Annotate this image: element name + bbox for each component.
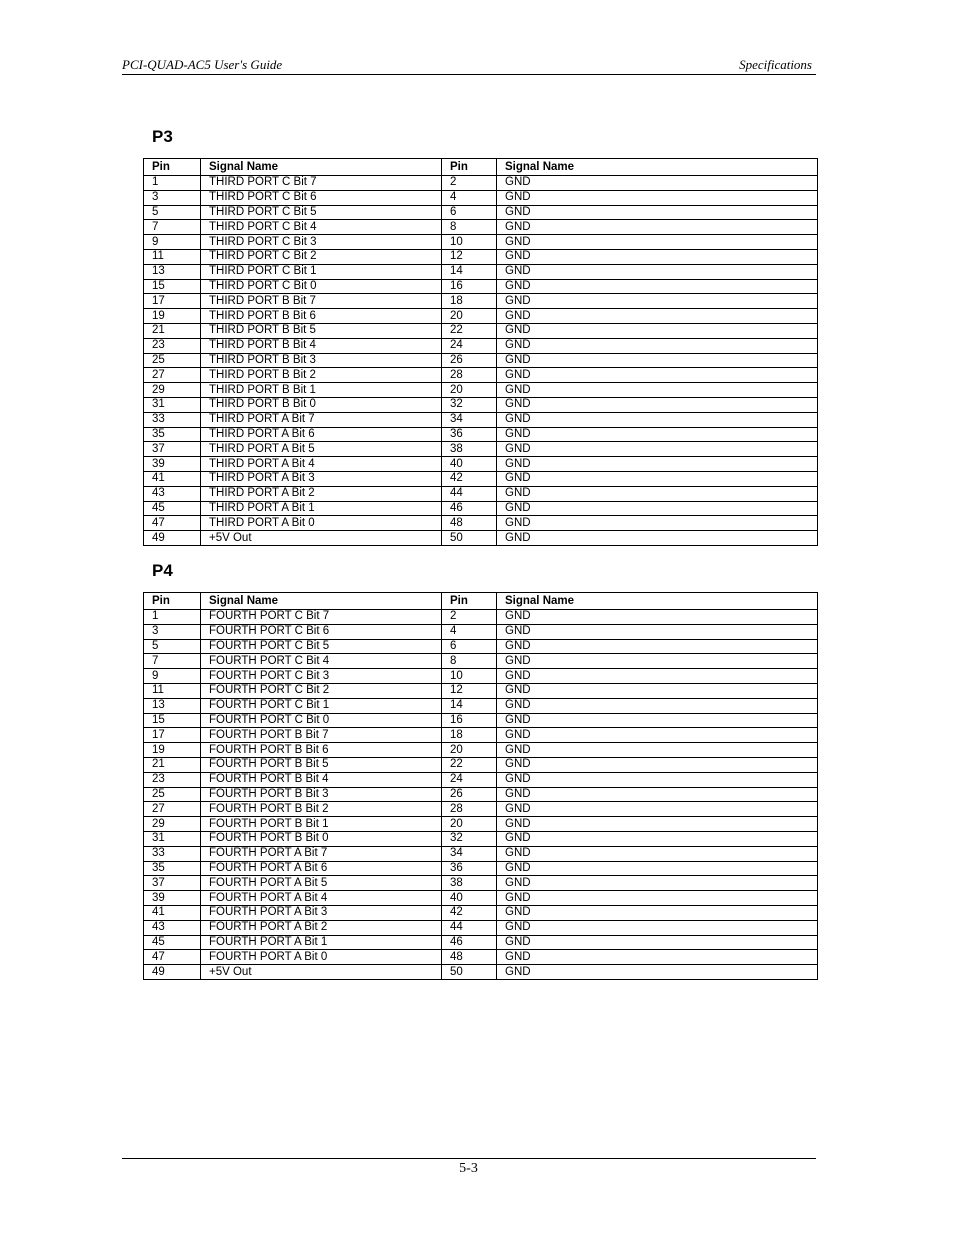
section-title-p4: P4: [152, 561, 173, 580]
pin-cell: 7: [144, 220, 201, 235]
table-row: [144, 516, 818, 531]
signal-name-cell: GND: [497, 639, 818, 654]
pin-cell: 47: [144, 950, 201, 965]
signal-name-cell: GND: [497, 669, 818, 684]
pin-cell: 14: [442, 698, 497, 713]
table-row: [144, 920, 818, 935]
pin-cell: 26: [442, 353, 497, 368]
signal-name-cell: GND: [497, 610, 818, 625]
signal-name-cell: GND: [497, 176, 818, 191]
pin-cell: 15: [144, 713, 201, 728]
signal-name-cell: FOURTH PORT A Bit 1: [201, 935, 442, 950]
signal-name-cell: THIRD PORT B Bit 6: [201, 309, 442, 324]
signal-name-cell: GND: [497, 486, 818, 501]
pin-cell: 22: [442, 323, 497, 338]
signal-name-cell: FOURTH PORT B Bit 0: [201, 831, 442, 846]
signal-name-cell: GND: [497, 249, 818, 264]
signal-name-cell: FOURTH PORT A Bit 3: [201, 905, 442, 920]
pin-cell: 38: [442, 442, 497, 457]
pin-cell: 33: [144, 846, 201, 861]
pin-cell: 19: [144, 743, 201, 758]
signal-name-cell: GND: [497, 235, 818, 250]
pin-cell: 13: [144, 698, 201, 713]
signal-name-cell: FOURTH PORT A Bit 7: [201, 846, 442, 861]
table-row: [144, 323, 818, 338]
signal-name-cell: GND: [497, 264, 818, 279]
pin-cell: 31: [144, 831, 201, 846]
signal-name-cell: FOURTH PORT A Bit 6: [201, 861, 442, 876]
pin-cell: 27: [144, 802, 201, 817]
signal-name-cell: GND: [497, 516, 818, 531]
pin-cell: 25: [144, 787, 201, 802]
pin-cell: 20: [442, 817, 497, 832]
pin-cell: 17: [144, 728, 201, 743]
table-row: [144, 610, 818, 625]
signal-name-cell: THIRD PORT B Bit 5: [201, 323, 442, 338]
table-row: [144, 891, 818, 906]
table-row: [144, 802, 818, 817]
signal-name-cell: GND: [497, 965, 818, 980]
signal-name-cell: FOURTH PORT A Bit 4: [201, 891, 442, 906]
header-document-title: PCI-QUAD-AC5 User's Guide: [122, 57, 283, 72]
signal-name-cell: +5V Out: [201, 531, 442, 546]
signal-name-cell: GND: [497, 624, 818, 639]
signal-name-cell: GND: [497, 654, 818, 669]
pin-cell: 37: [144, 876, 201, 891]
signal-name-cell: THIRD PORT A Bit 6: [201, 427, 442, 442]
page-header: [122, 55, 816, 75]
pin-cell: 9: [144, 669, 201, 684]
pin-cell: 23: [144, 772, 201, 787]
table-row: [144, 338, 818, 353]
table-row: [144, 176, 818, 191]
table-row: [144, 397, 818, 412]
pin-cell: 6: [442, 639, 497, 654]
table-row: [144, 846, 818, 861]
column-header-pin: Pin: [144, 159, 201, 176]
signal-name-cell: FOURTH PORT A Bit 2: [201, 920, 442, 935]
pin-cell: 49: [144, 531, 201, 546]
pin-cell: 9: [144, 235, 201, 250]
table-row: [144, 294, 818, 309]
table-row: [144, 442, 818, 457]
pin-cell: 1: [144, 176, 201, 191]
table-row: [144, 861, 818, 876]
table-row: [144, 264, 818, 279]
signal-name-cell: GND: [497, 891, 818, 906]
signal-name-cell: GND: [497, 861, 818, 876]
pin-cell: 34: [442, 846, 497, 861]
signal-name-cell: FOURTH PORT C Bit 1: [201, 698, 442, 713]
table-row: [144, 457, 818, 472]
signal-name-cell: THIRD PORT A Bit 7: [201, 412, 442, 427]
pin-cell: 16: [442, 713, 497, 728]
pin-cell: 40: [442, 891, 497, 906]
pin-cell: 28: [442, 368, 497, 383]
pin-cell: 46: [442, 501, 497, 516]
pin-cell: 2: [442, 610, 497, 625]
signal-name-cell: THIRD PORT A Bit 5: [201, 442, 442, 457]
pin-cell: 49: [144, 965, 201, 980]
signal-name-cell: GND: [497, 846, 818, 861]
pin-cell: 14: [442, 264, 497, 279]
signal-name-cell: GND: [497, 279, 818, 294]
table-row: [144, 383, 818, 398]
section-title-p3: P3: [152, 127, 173, 146]
column-header-signal-name: Signal Name: [497, 159, 818, 176]
signal-name-cell: GND: [497, 457, 818, 472]
column-header-pin: Pin: [144, 593, 201, 610]
pin-cell: 3: [144, 190, 201, 205]
pin-cell: 42: [442, 471, 497, 486]
signal-name-cell: GND: [497, 471, 818, 486]
signal-name-cell: GND: [497, 950, 818, 965]
signal-name-cell: FOURTH PORT B Bit 6: [201, 743, 442, 758]
signal-name-cell: GND: [497, 338, 818, 353]
column-header-pin: Pin: [442, 159, 497, 176]
table-row: [144, 905, 818, 920]
signal-name-cell: GND: [497, 935, 818, 950]
pin-cell: 22: [442, 757, 497, 772]
table-row: [144, 205, 818, 220]
pin-cell: 29: [144, 383, 201, 398]
signal-name-cell: FOURTH PORT C Bit 7: [201, 610, 442, 625]
signal-name-cell: THIRD PORT C Bit 3: [201, 235, 442, 250]
signal-name-cell: THIRD PORT A Bit 1: [201, 501, 442, 516]
pin-cell: 45: [144, 501, 201, 516]
pin-cell: 10: [442, 669, 497, 684]
table-row: [144, 743, 818, 758]
pin-cell: 41: [144, 471, 201, 486]
signal-name-cell: +5V Out: [201, 965, 442, 980]
pin-cell: 29: [144, 817, 201, 832]
footer-rule: [122, 1158, 816, 1159]
table-row: [144, 639, 818, 654]
signal-name-cell: GND: [497, 728, 818, 743]
signal-name-cell: GND: [497, 920, 818, 935]
signal-name-cell: FOURTH PORT C Bit 5: [201, 639, 442, 654]
table-row: [144, 817, 818, 832]
pin-cell: 21: [144, 757, 201, 772]
pin-cell: 24: [442, 338, 497, 353]
pin-cell: 17: [144, 294, 201, 309]
signal-name-cell: GND: [497, 683, 818, 698]
table-row: [144, 787, 818, 802]
pin-cell: 16: [442, 279, 497, 294]
table-row: [144, 728, 818, 743]
table-row: [144, 235, 818, 250]
column-header-signal-name: Signal Name: [201, 159, 442, 176]
signal-name-cell: GND: [497, 772, 818, 787]
pin-cell: 40: [442, 457, 497, 472]
pin-cell: 35: [144, 427, 201, 442]
table-row: [144, 249, 818, 264]
signal-name-cell: GND: [497, 442, 818, 457]
signal-name-cell: THIRD PORT A Bit 3: [201, 471, 442, 486]
pin-cell: 39: [144, 457, 201, 472]
signal-name-cell: GND: [497, 531, 818, 546]
pin-cell: 4: [442, 190, 497, 205]
table-row: [144, 669, 818, 684]
pin-cell: 11: [144, 249, 201, 264]
pin-table-p3: [143, 158, 818, 546]
signal-name-cell: GND: [497, 353, 818, 368]
signal-name-cell: GND: [497, 713, 818, 728]
pin-cell: 43: [144, 486, 201, 501]
signal-name-cell: GND: [497, 294, 818, 309]
signal-name-cell: GND: [497, 905, 818, 920]
pin-cell: 48: [442, 516, 497, 531]
pin-cell: 50: [442, 531, 497, 546]
pin-cell: 44: [442, 920, 497, 935]
signal-name-cell: THIRD PORT C Bit 1: [201, 264, 442, 279]
table-row: [144, 412, 818, 427]
table-header-row: [144, 593, 818, 610]
pin-cell: 5: [144, 639, 201, 654]
signal-name-cell: GND: [497, 368, 818, 383]
table-row: [144, 654, 818, 669]
signal-name-cell: GND: [497, 205, 818, 220]
table-row: [144, 427, 818, 442]
signal-name-cell: GND: [497, 698, 818, 713]
signal-name-cell: THIRD PORT B Bit 0: [201, 397, 442, 412]
signal-name-cell: GND: [497, 190, 818, 205]
table-row: [144, 279, 818, 294]
pin-cell: 13: [144, 264, 201, 279]
table-row: [144, 309, 818, 324]
table-row: [144, 713, 818, 728]
signal-name-cell: THIRD PORT B Bit 4: [201, 338, 442, 353]
pin-cell: 6: [442, 205, 497, 220]
pin-table-p4: [143, 592, 818, 980]
pin-cell: 15: [144, 279, 201, 294]
table-row: [144, 831, 818, 846]
pin-cell: 39: [144, 891, 201, 906]
pin-cell: 20: [442, 383, 497, 398]
pin-cell: 38: [442, 876, 497, 891]
signal-name-cell: FOURTH PORT C Bit 0: [201, 713, 442, 728]
signal-name-cell: FOURTH PORT C Bit 2: [201, 683, 442, 698]
pin-cell: 41: [144, 905, 201, 920]
pin-cell: 12: [442, 249, 497, 264]
pin-cell: 7: [144, 654, 201, 669]
table-row: [144, 353, 818, 368]
signal-name-cell: THIRD PORT C Bit 6: [201, 190, 442, 205]
signal-name-cell: THIRD PORT C Bit 7: [201, 176, 442, 191]
pin-cell: 24: [442, 772, 497, 787]
signal-name-cell: THIRD PORT C Bit 4: [201, 220, 442, 235]
table-row: [144, 698, 818, 713]
pin-cell: 21: [144, 323, 201, 338]
pin-cell: 34: [442, 412, 497, 427]
pin-cell: 36: [442, 861, 497, 876]
signal-name-cell: THIRD PORT B Bit 7: [201, 294, 442, 309]
table-row: [144, 757, 818, 772]
signal-name-cell: GND: [497, 876, 818, 891]
signal-name-cell: FOURTH PORT C Bit 4: [201, 654, 442, 669]
pin-cell: 27: [144, 368, 201, 383]
signal-name-cell: FOURTH PORT B Bit 5: [201, 757, 442, 772]
signal-name-cell: FOURTH PORT B Bit 3: [201, 787, 442, 802]
pin-cell: 42: [442, 905, 497, 920]
table-row: [144, 486, 818, 501]
pin-cell: 25: [144, 353, 201, 368]
header-section-name: Specifications: [739, 57, 812, 72]
table-row: [144, 190, 818, 205]
signal-name-cell: GND: [497, 323, 818, 338]
signal-name-cell: THIRD PORT B Bit 2: [201, 368, 442, 383]
pin-cell: 28: [442, 802, 497, 817]
pin-cell: 36: [442, 427, 497, 442]
signal-name-cell: FOURTH PORT C Bit 3: [201, 669, 442, 684]
signal-name-cell: THIRD PORT A Bit 4: [201, 457, 442, 472]
signal-name-cell: GND: [497, 787, 818, 802]
pin-cell: 31: [144, 397, 201, 412]
signal-name-cell: FOURTH PORT B Bit 2: [201, 802, 442, 817]
column-header-pin: Pin: [442, 593, 497, 610]
table-row: [144, 772, 818, 787]
signal-name-cell: FOURTH PORT B Bit 1: [201, 817, 442, 832]
pin-cell: 45: [144, 935, 201, 950]
signal-name-cell: GND: [497, 501, 818, 516]
signal-name-cell: GND: [497, 757, 818, 772]
signal-name-cell: GND: [497, 383, 818, 398]
signal-name-cell: GND: [497, 802, 818, 817]
signal-name-cell: FOURTH PORT B Bit 4: [201, 772, 442, 787]
pin-cell: 44: [442, 486, 497, 501]
pin-cell: 47: [144, 516, 201, 531]
signal-name-cell: GND: [497, 743, 818, 758]
signal-name-cell: GND: [497, 427, 818, 442]
pin-cell: 1: [144, 610, 201, 625]
signal-name-cell: THIRD PORT B Bit 1: [201, 383, 442, 398]
pin-cell: 5: [144, 205, 201, 220]
pin-cell: 20: [442, 309, 497, 324]
pin-cell: 23: [144, 338, 201, 353]
signal-name-cell: FOURTH PORT A Bit 0: [201, 950, 442, 965]
signal-name-cell: THIRD PORT B Bit 3: [201, 353, 442, 368]
table-row: [144, 935, 818, 950]
column-header-signal-name: Signal Name: [201, 593, 442, 610]
pin-cell: 2: [442, 176, 497, 191]
pin-cell: 50: [442, 965, 497, 980]
pin-cell: 19: [144, 309, 201, 324]
table-row: [144, 471, 818, 486]
signal-name-cell: GND: [497, 412, 818, 427]
pin-cell: 46: [442, 935, 497, 950]
pin-cell: 48: [442, 950, 497, 965]
table-row: [144, 950, 818, 965]
table-row: [144, 220, 818, 235]
signal-name-cell: THIRD PORT A Bit 2: [201, 486, 442, 501]
signal-name-cell: FOURTH PORT A Bit 5: [201, 876, 442, 891]
pin-cell: 18: [442, 294, 497, 309]
pin-cell: 12: [442, 683, 497, 698]
signal-name-cell: THIRD PORT C Bit 5: [201, 205, 442, 220]
table-row: [144, 876, 818, 891]
page-number: 5-3: [459, 1161, 478, 1176]
signal-name-cell: GND: [497, 397, 818, 412]
table-row: [144, 624, 818, 639]
signal-name-cell: FOURTH PORT C Bit 6: [201, 624, 442, 639]
table-row: [144, 965, 818, 980]
table-row: [144, 501, 818, 516]
pin-cell: 8: [442, 220, 497, 235]
table-header-row: [144, 159, 818, 176]
signal-name-cell: GND: [497, 817, 818, 832]
pin-cell: 20: [442, 743, 497, 758]
pin-cell: 32: [442, 397, 497, 412]
signal-name-cell: GND: [497, 831, 818, 846]
pin-cell: 26: [442, 787, 497, 802]
pin-cell: 11: [144, 683, 201, 698]
pin-cell: 32: [442, 831, 497, 846]
pin-cell: 37: [144, 442, 201, 457]
signal-name-cell: GND: [497, 220, 818, 235]
signal-name-cell: THIRD PORT C Bit 2: [201, 249, 442, 264]
signal-name-cell: THIRD PORT A Bit 0: [201, 516, 442, 531]
pin-cell: 18: [442, 728, 497, 743]
pin-cell: 8: [442, 654, 497, 669]
pin-cell: 35: [144, 861, 201, 876]
signal-name-cell: FOURTH PORT B Bit 7: [201, 728, 442, 743]
column-header-signal-name: Signal Name: [497, 593, 818, 610]
table-row: [144, 368, 818, 383]
pin-cell: 33: [144, 412, 201, 427]
signal-name-cell: THIRD PORT C Bit 0: [201, 279, 442, 294]
pin-cell: 43: [144, 920, 201, 935]
signal-name-cell: GND: [497, 309, 818, 324]
table-row: [144, 531, 818, 546]
pin-cell: 10: [442, 235, 497, 250]
pin-cell: 3: [144, 624, 201, 639]
pin-cell: 4: [442, 624, 497, 639]
table-row: [144, 683, 818, 698]
